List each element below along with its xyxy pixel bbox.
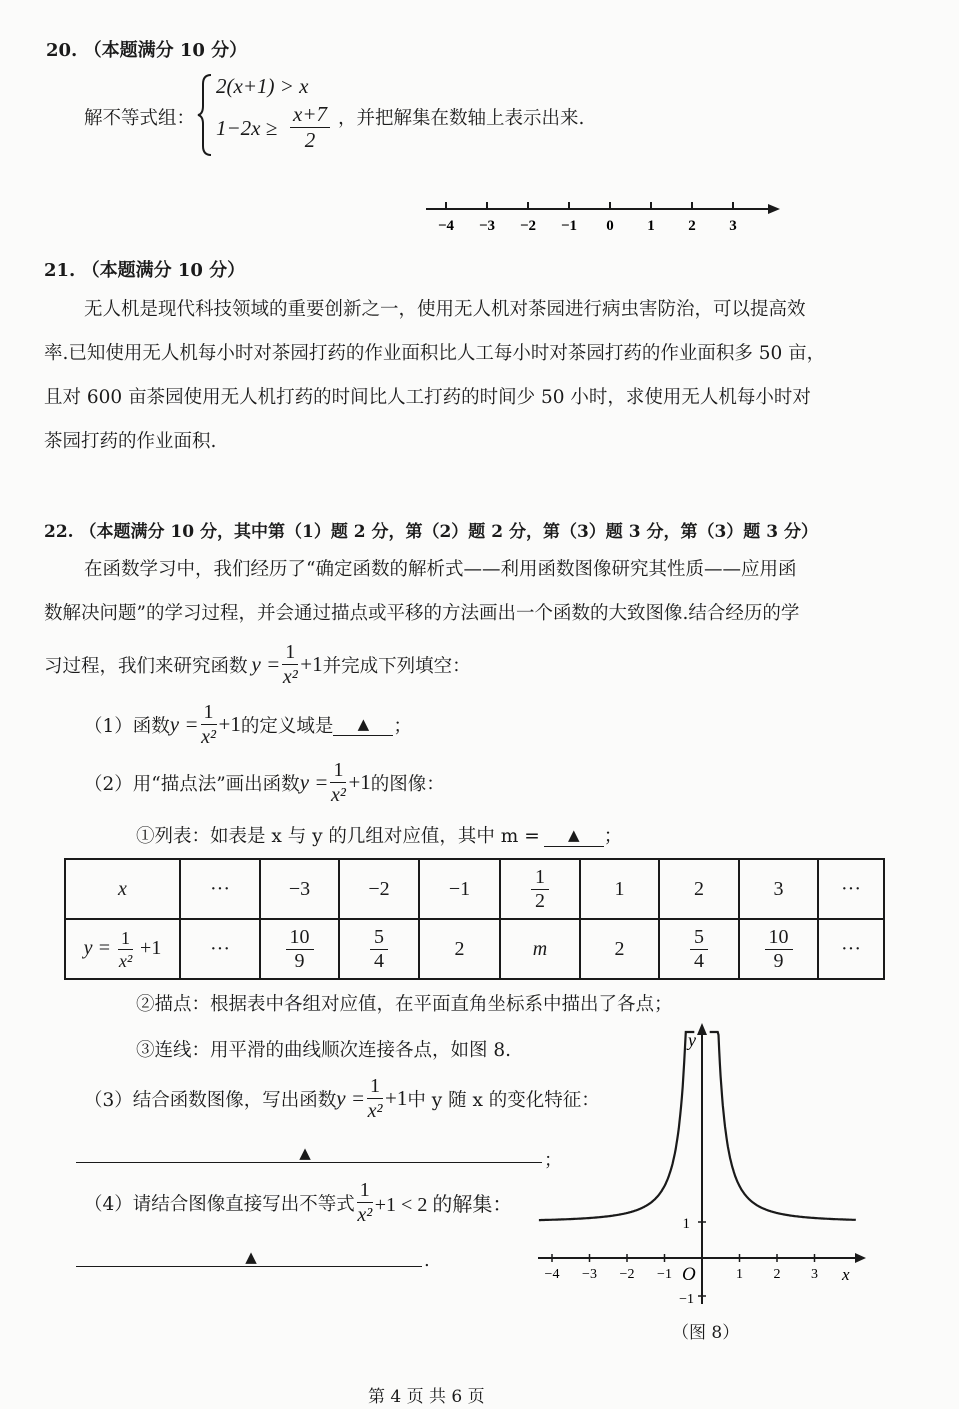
- q22-intro-2: 数解决问题”的学习过程，并会通过描点或平移的方法画出一个函数的大致图像.结合经历的学: [44, 603, 800, 624]
- q20-prompt: 解不等式组：: [84, 108, 196, 129]
- q21-line-2: 率.已知使用无人机每小时对茶园打药的作业面积比人工每小时对茶园打药的作业面积多 50 亩，: [44, 343, 826, 364]
- func-den: x²: [282, 666, 298, 688]
- p3-func-num: 1: [367, 1076, 383, 1099]
- table-cell: m: [500, 919, 580, 979]
- step1-text: ①列表：如表是 x 与 y 的几组对应值，其中 m =: [136, 826, 540, 847]
- table-cell: 1: [580, 859, 659, 919]
- q22-header: 22. （本题满分 10 分，其中第（1）题 2 分，第（2）题 2 分，第（3）题 3 分，第（3）题 3 分）: [44, 522, 818, 542]
- table-cell: −1: [419, 859, 500, 919]
- table-y-tail: +1: [140, 936, 162, 959]
- p1-end: ；: [393, 715, 412, 737]
- table-cell: ···: [180, 859, 260, 919]
- table-cell: [339, 919, 419, 979]
- curve-left-branch: [539, 1032, 694, 1220]
- p2-post: 的图像：: [370, 773, 445, 795]
- numberline-tick-label: 0: [606, 218, 614, 234]
- number-line: [420, 190, 790, 240]
- x-tick-label: −3: [582, 1267, 597, 1282]
- q21-header: 21. （本题满分 10 分）: [44, 260, 246, 281]
- q22-intro-suffix: 并完成下列填空：: [322, 655, 471, 677]
- table-y-label: [65, 919, 180, 979]
- p4-func-num: 1: [357, 1180, 373, 1203]
- x-tick-label: −2: [619, 1267, 635, 1282]
- q22-part1: [84, 702, 412, 747]
- y-axis-label: y: [688, 1030, 696, 1050]
- q22-step2: ②描点：根据表中各组对应值，在平面直角坐标系中描出了各点；: [136, 994, 673, 1015]
- table-y-den: x²: [118, 950, 133, 971]
- q20-header: 20. （本题满分 10 分）: [46, 40, 248, 61]
- p3-answer-mark: ▲: [299, 1144, 311, 1162]
- system-brace: [196, 72, 216, 158]
- numberline-tick-label: −3: [478, 218, 496, 234]
- table-y-num: 1: [118, 929, 133, 950]
- y-value-fraction: $\frac{10}{9}$: [286, 927, 314, 972]
- numberline-tick-label: 2: [688, 218, 696, 234]
- p1-answer-blank[interactable]: [333, 713, 393, 736]
- x-axis-arrow-icon: [855, 1253, 866, 1263]
- numberline-tick-label: −4: [437, 218, 455, 234]
- q20-ineq1: 2(x+1) > x: [216, 74, 309, 98]
- y-value-fraction: $\frac{5}{4}$: [690, 927, 708, 972]
- curve-right-branch: [710, 1032, 856, 1220]
- y-axis-arrow-icon: [697, 1023, 707, 1035]
- table-cell: ···: [180, 919, 260, 979]
- p4-post: +1 < 2 的解集：: [374, 1194, 513, 1216]
- q22-intro-3: [44, 642, 471, 687]
- table-cell: ···: [818, 859, 884, 919]
- table-row-y: [65, 919, 884, 979]
- q20-ineq2-left: 1−2x ≥: [216, 116, 278, 140]
- p3-func-lhs: y =: [336, 1086, 366, 1110]
- p4-func-den: x²: [357, 1204, 373, 1226]
- table-cell: [659, 919, 739, 979]
- p3-func-den: x²: [367, 1100, 383, 1122]
- step1-end: ；: [603, 826, 623, 847]
- p2-func-tail: +1: [348, 770, 371, 794]
- q22-step1: [136, 822, 622, 848]
- p1-answer-mark: ▲: [357, 715, 370, 733]
- q22-intro-3-text: 习过程，我们来研究函数: [44, 655, 248, 677]
- func-tail: +1: [300, 652, 323, 676]
- q20-suffix: ，并把解集在数轴上表示出来.: [338, 108, 585, 129]
- q22-intro-1: 在函数学习中，我们经历了“确定函数的解析式——利用函数图像研究其性质——应用函: [84, 559, 797, 580]
- q21-line-3: 且对 600 亩茶园使用无人机打药的时间比人工打药的时间少 50 小时，求使用无人机每小时对: [44, 387, 811, 408]
- q22-part4: [84, 1180, 512, 1225]
- table-cell: [739, 919, 818, 979]
- table-cell: [260, 919, 339, 979]
- q20-ineq2-num: x+7: [290, 104, 330, 128]
- func-lhs: y =: [251, 652, 281, 676]
- x-axis-label: x: [842, 1265, 850, 1284]
- table-cell: ···: [818, 919, 884, 979]
- p1-pre: （1）函数: [84, 715, 170, 737]
- table-cell: −3: [260, 859, 339, 919]
- figure-8-graph: [530, 1018, 870, 1318]
- table-cell: [500, 859, 580, 919]
- p1-func-num: 1: [201, 702, 217, 725]
- step1-answer-blank[interactable]: [544, 824, 604, 847]
- p2-func-num: 1: [330, 760, 346, 783]
- table-cell: −2: [339, 859, 419, 919]
- p4-answer-mark: ▲: [245, 1248, 257, 1266]
- p3-post: 中 y 随 x 的变化特征：: [407, 1089, 600, 1111]
- x-tick-label: −1: [657, 1267, 672, 1282]
- arrow-right-icon: [768, 204, 780, 214]
- p4-answer-line[interactable]: [76, 1244, 422, 1267]
- p3-answer-line[interactable]: [76, 1140, 542, 1163]
- func-num: 1: [282, 642, 298, 665]
- table-x-label: x: [65, 859, 180, 919]
- p4-end: .: [424, 1250, 430, 1271]
- x-tick-label: 1: [736, 1267, 743, 1282]
- figure-8-caption: （图 8）: [672, 1323, 740, 1343]
- table-cell: 3: [739, 859, 818, 919]
- step1-answer-mark: ▲: [567, 825, 580, 844]
- q20-ineq2-fraction: [288, 104, 332, 151]
- x-tick-label: 2: [773, 1267, 781, 1282]
- q22-part3: [84, 1076, 600, 1121]
- x-tick-label: 3: [811, 1267, 818, 1282]
- y-value-fraction: $\frac{10}{9}$: [765, 927, 793, 972]
- x-tick-label: −4: [544, 1267, 560, 1282]
- p1-func-den: x²: [201, 726, 216, 748]
- table-cell: 2: [659, 859, 739, 919]
- page-footer: 第 4 页 共 6 页: [368, 1387, 485, 1407]
- y-tick-label-neg1: −1: [679, 1292, 694, 1307]
- p2-func-lhs: y =: [299, 770, 329, 794]
- p1-func-lhs: y =: [169, 712, 199, 736]
- origin-label: O: [682, 1264, 696, 1285]
- p3-func-tail: +1: [385, 1086, 408, 1110]
- numberline-tick-label: −2: [519, 218, 537, 234]
- p2-func-den: x²: [331, 784, 346, 806]
- p3-pre: （3）结合函数图像，写出函数: [84, 1089, 337, 1111]
- q21-line-4: 茶园打药的作业面积.: [44, 431, 217, 452]
- numberline-tick-label: −1: [560, 218, 578, 234]
- p1-post: 的定义域是: [240, 715, 334, 737]
- q21-line-1: 无人机是现代科技领域的重要创新之一，使用无人机对茶园进行病虫害防治，可以提高效: [84, 299, 806, 320]
- table-cell: 2: [580, 919, 659, 979]
- table-cell: 2: [419, 919, 500, 979]
- p3-end: ；: [544, 1150, 562, 1171]
- p2-pre: （2）用“描点法”画出函数: [84, 773, 300, 795]
- p4-pre: （4）请结合图像直接写出不等式: [84, 1193, 355, 1215]
- numberline-tick-label: 3: [729, 218, 737, 234]
- value-table: [64, 858, 885, 980]
- x-value-fraction: $\frac{1}{2}$: [531, 867, 549, 912]
- q22-step3: ③连线：用平滑的曲线顺次连接各点，如图 8.: [136, 1040, 512, 1061]
- y-value-fraction: $\frac{5}{4}$: [370, 927, 388, 972]
- q22-part2: [84, 760, 445, 805]
- table-row-x: [65, 859, 884, 919]
- p1-func-tail: +1: [218, 712, 241, 736]
- q20-ineq2-den: 2: [304, 128, 316, 152]
- table-y-lhs: y =: [83, 936, 112, 959]
- y-tick-label-1: 1: [682, 1216, 690, 1232]
- numberline-tick-label: 1: [647, 218, 655, 234]
